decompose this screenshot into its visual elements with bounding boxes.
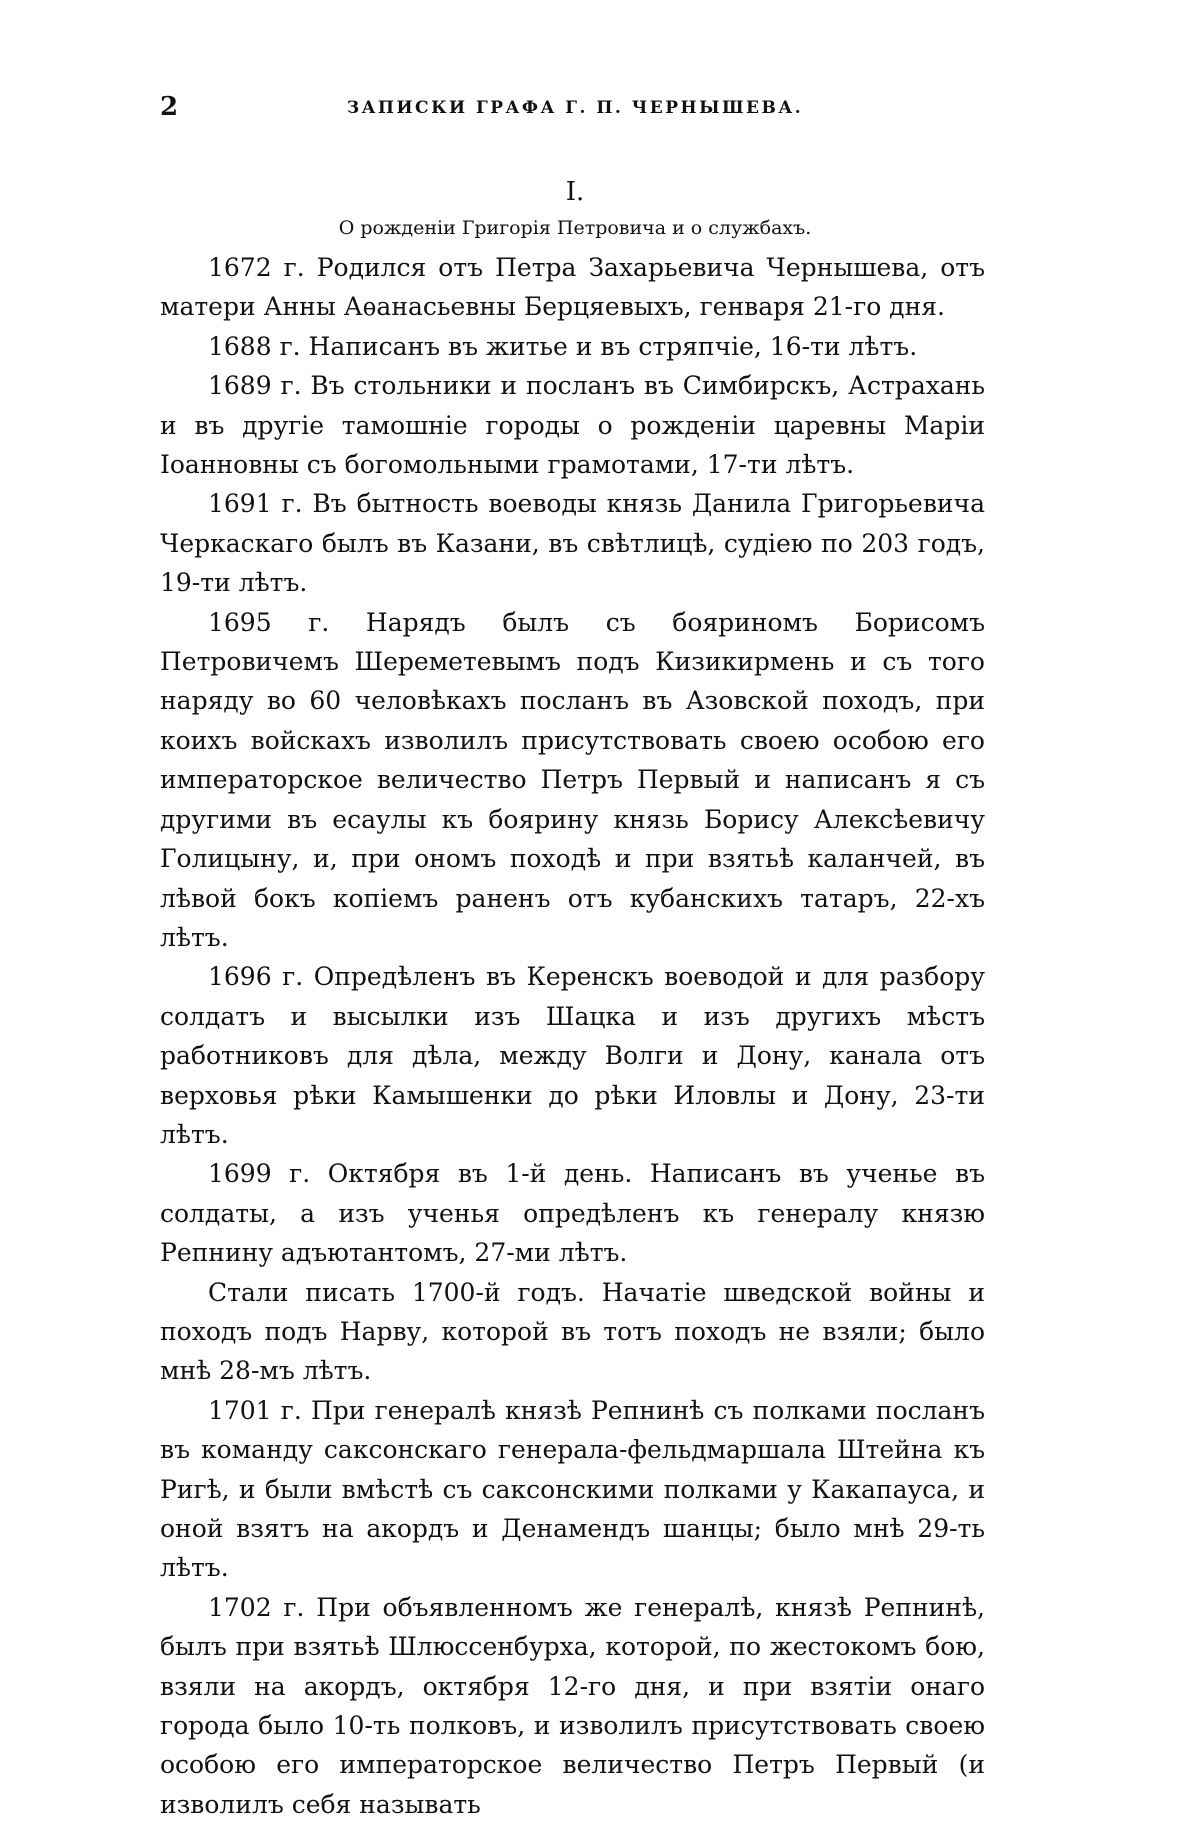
- paragraph-1700: Стали писать 1700-й годъ. Начатіе шведской войны и походъ подъ Нарву, которой въ тотъ походъ не взяли; было мнѣ 28-мъ лѣтъ.: [160, 1277, 985, 1386]
- running-title: ЗАПИСКИ ГРАФА Г. П. ЧЕРНЫШЕВА.: [346, 98, 804, 118]
- chapter-number: I.: [565, 177, 585, 207]
- paragraph-1701: 1701 г. При генералѣ князѣ Репнинѣ съ полками посланъ въ команду саксонскаго генерала-фельдмаршала Штейна къ Ригѣ, и были вмѣстѣ съ саксонскими полками у Какапауса, и оной взятъ на акордъ и Денамендъ шанцы; было мнѣ 29-ть лѣтъ.: [160, 1395, 985, 1583]
- paragraph-1689: 1689 г. Въ стольники и посланъ въ Симбирскъ, Астрахань и въ другіе тамошніе городы о рожденіи царевны Маріи Іоанновны съ богомольными грамотами, 17-ти лѣтъ.: [160, 371, 985, 480]
- paragraph-1695: 1695 г. Нарядъ былъ съ бояриномъ Борисомъ Петровичемъ Шереметевымъ подъ Кизикирмень и съ того наряду во 60 человѣкахъ посланъ въ Азовской походъ, при коихъ войскахъ изволилъ присутствовать своею особою его императорское величество Петръ Первый и написанъ я съ другими въ есаулы къ боярину князь Борису Алексѣевичу Голицыну, и, при ономъ походѣ и при взятьѣ каланчей, въ лѣвой бокъ копіемъ раненъ отъ кубанскихъ татаръ, 22-хъ лѣтъ.: [160, 607, 985, 952]
- paragraph-1696: 1696 г. Опредѣленъ въ Керенскъ воеводой и для разбору солдатъ и высылки изъ Шацка и изъ другихъ мѣстъ работниковъ для дѣла, между Волги и Дону, канала отъ верховья рѣки Камышенки до рѣки Иловлы и Дону, 23-ти лѣтъ.: [160, 962, 985, 1149]
- page-number: 2: [160, 92, 179, 122]
- paragraph-1691: 1691 г. Въ бытность воеводы князь Данила Григорьевича Черкаскаго былъ въ Казани, въ свѣтлицѣ, судіею по 203 годъ, 19-ти лѣтъ.: [160, 489, 985, 598]
- running-header: [160, 92, 990, 122]
- paragraph-1702: 1702 г. При объявленномъ же генералѣ, князѣ Репнинѣ, былъ при взятьѣ Шлюссенбурха, которой, по жестокомъ бою, взяли на акордъ, октября 12-го дня, и при взятіи онаго города было 10-ть полковъ, и изволилъ присутствовать своею особою его императорское величество Петръ Первый (и изволилъ себя называть: [160, 1592, 985, 1819]
- chapter-subtitle: О рожденіи Григорія Петровича и о службахъ.: [338, 217, 812, 239]
- paragraph-1688: 1688 г. Написанъ въ житье и въ стряпчіе, 16-ти лѣтъ.: [208, 331, 918, 361]
- paragraph-1672: 1672 г. Родился отъ Петра Захарьевича Чернышева, отъ матери Анны Аѳанасьевны Берцяевыхъ, генваря 21-го дня.: [160, 253, 985, 322]
- paragraph-1699: 1699 г. Октября въ 1-й день. Написанъ въ ученье въ солдаты, а изъ ученья опредѣленъ къ генералу князю Репнину адъютантомъ, 27-ми лѣтъ.: [160, 1159, 985, 1268]
